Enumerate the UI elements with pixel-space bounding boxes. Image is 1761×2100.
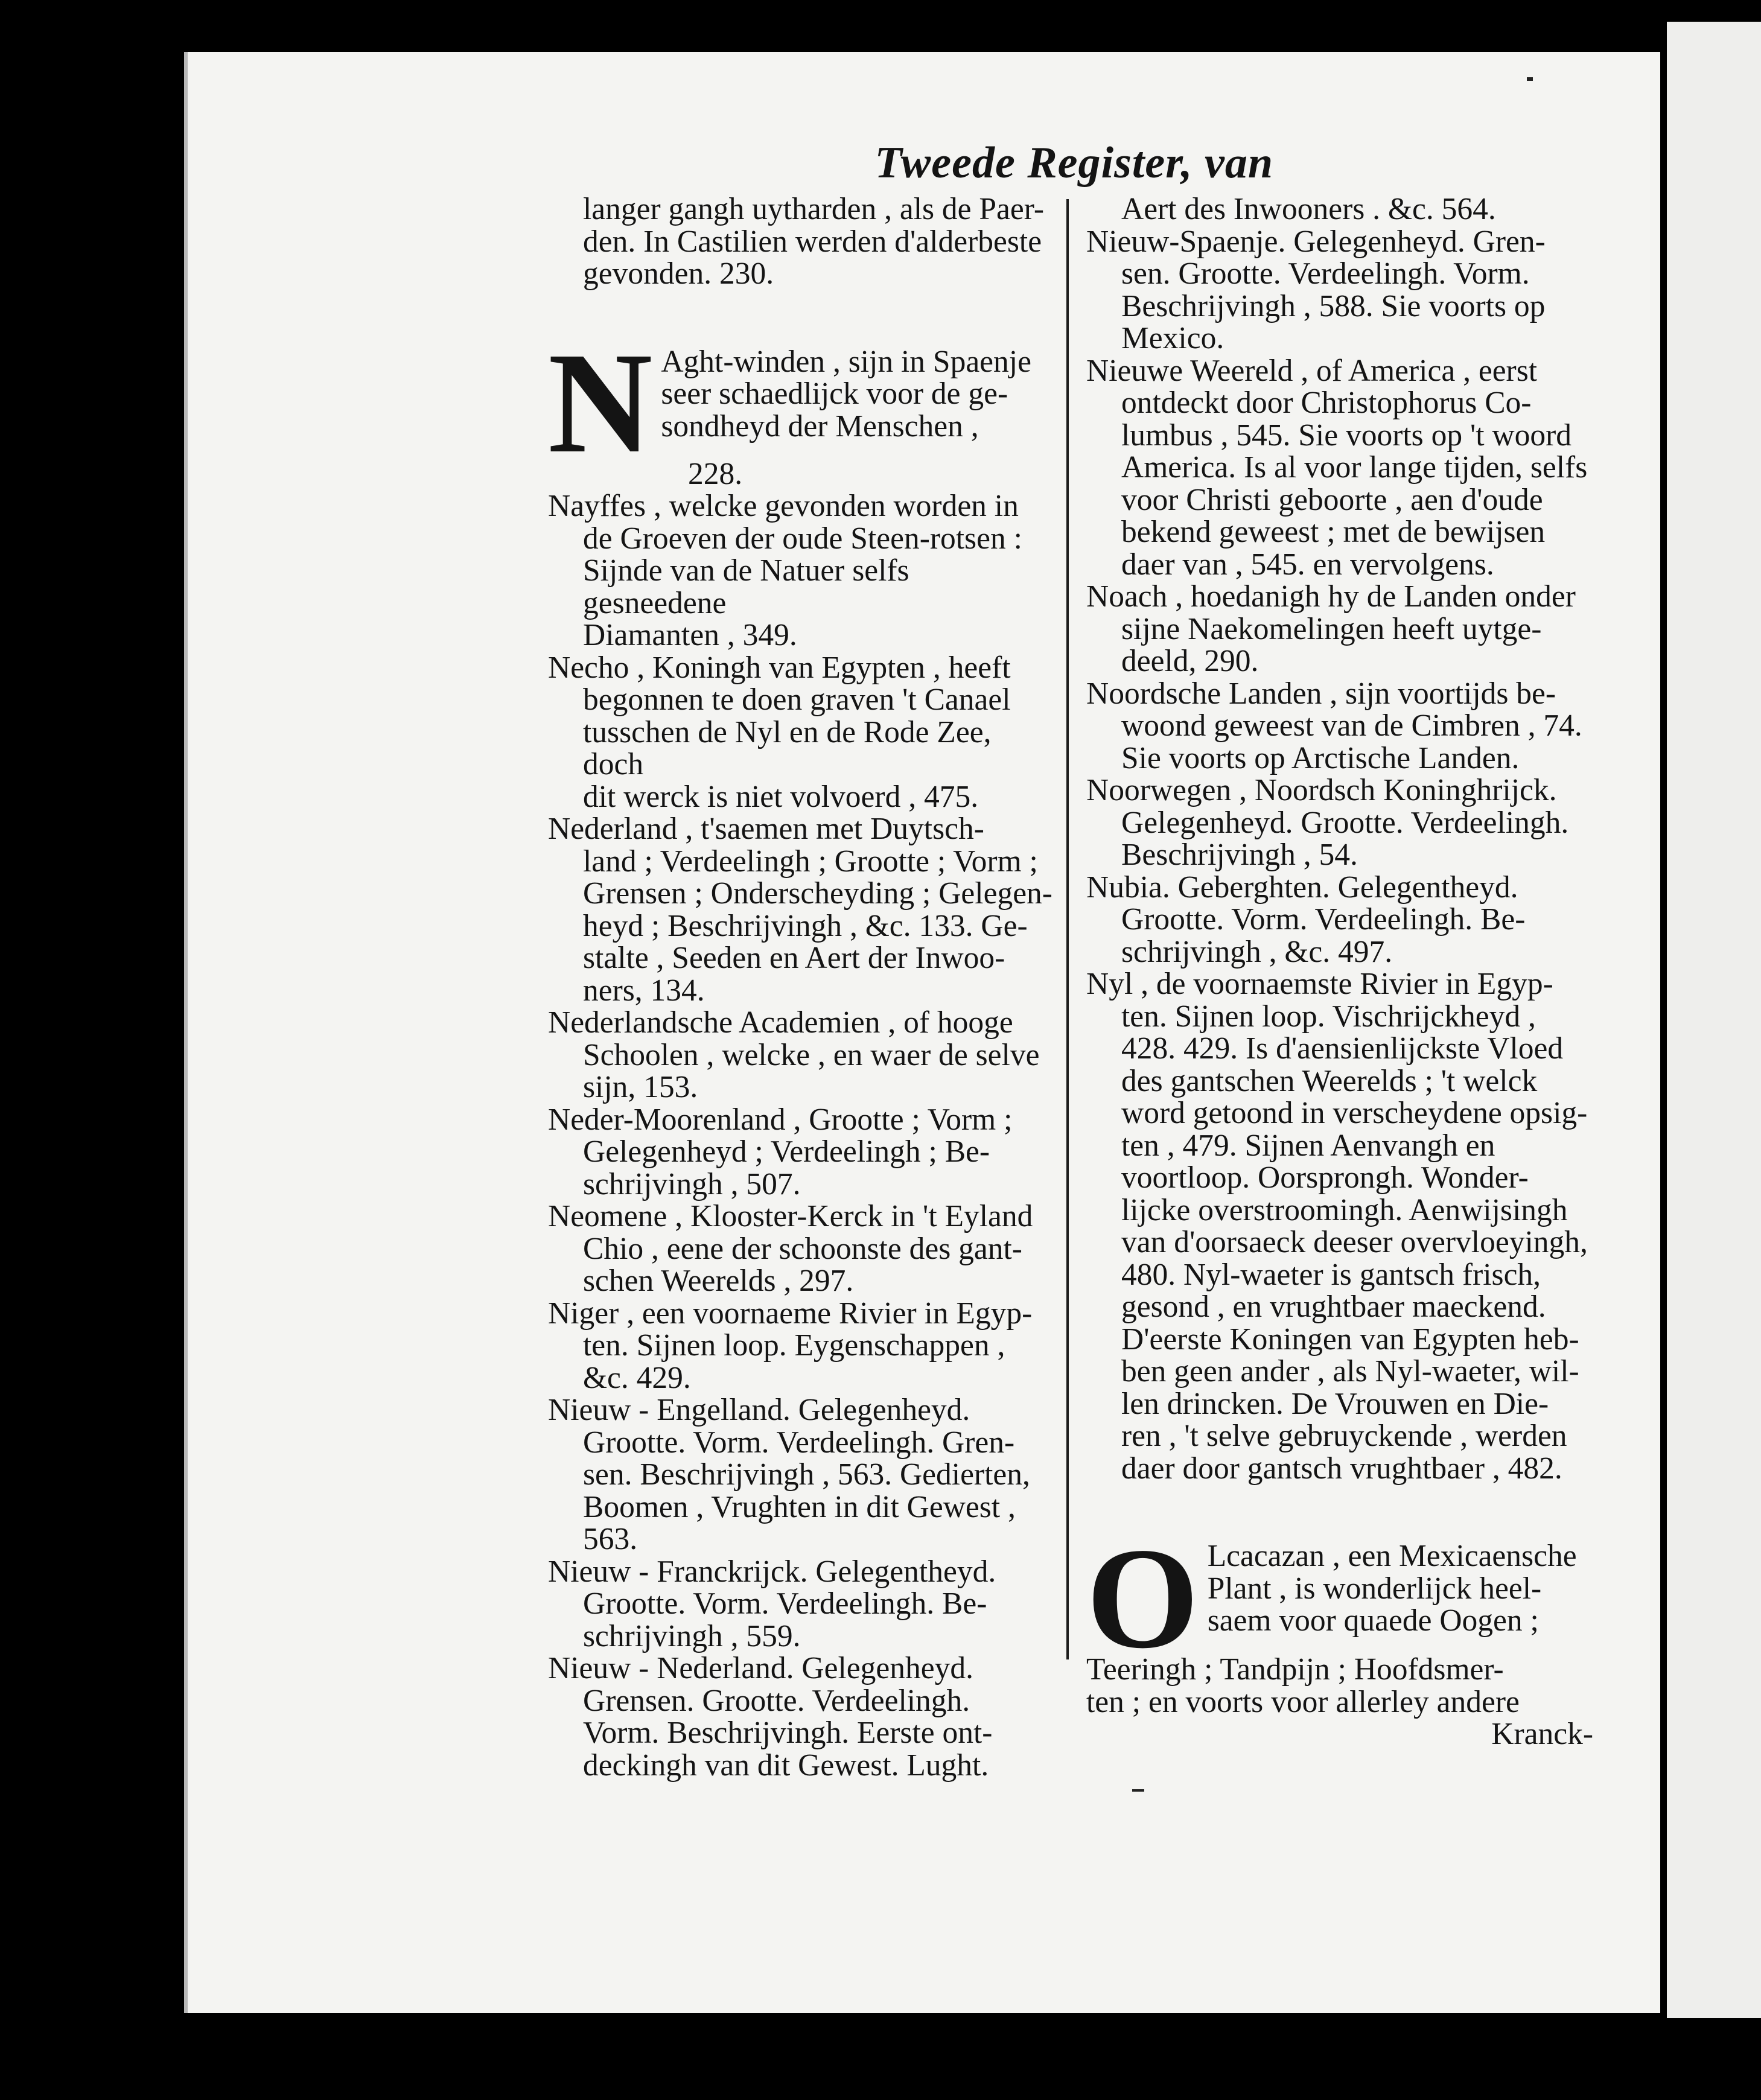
page-mark [1527,77,1533,81]
text-line: Chio , eene der schoonste des gant- [583,1231,1022,1266]
text-line: Grensen ; Onderscheyding ; Gelegen- [583,876,1052,911]
drop-cap-n: N [548,322,653,483]
text-line: ben geen ander , als Nyl-waeter, wil- [1121,1354,1579,1389]
text-line: gesond , en vrughtbaer maeckend. [1121,1290,1546,1324]
text-line: Mexico. [1121,321,1224,355]
text-line: heyd ; Beschrijvingh , &c. 133. Ge- [583,908,1028,943]
text-line: Nyl , de voornaemste Rivier in Egyp- [1086,967,1553,1001]
text-line: Neomene , Klooster-Kerck in 't Eyland [548,1199,1033,1233]
text-line: Beschrijvingh , 588. Sie voorts op [1121,288,1546,323]
text-line: ten. Sijnen loop. Eygenschappen , [583,1328,1005,1363]
text-line: Nederlandsche Academien , of hooge [548,1005,1013,1040]
text-line: Nieuw-Spaenje. Gelegenheyd. Gren- [1086,224,1546,259]
text-line: Boomen , Vrughten in dit Gewest , [583,1489,1016,1524]
text-line: Vorm. Beschrijvingh. Eerste ont- [583,1716,993,1750]
text-line: daer door gantsch vrughtbaer , 482. [1121,1451,1562,1486]
index-entry [548,1104,1058,1201]
text-line: seer schaedlijck voor de ge- [661,377,1008,411]
text-line: Noorwegen , Noordsch Koninghrijck. [1086,773,1557,807]
text-line: schrijvingh , &c. 497. [1121,934,1393,969]
text-line: sen. Grootte. Verdeelingh. Vorm. [1121,256,1530,291]
text-line: Beschrijvingh , 54. [1121,838,1358,872]
text-line: langer gangh uytharden , als de Paer- [583,192,1045,226]
index-entry [1086,678,1593,775]
text-line: Noordsche Landen , sijn voortijds be- [1086,676,1556,711]
text-line: Diamanten , 349. [583,618,797,652]
text-line: Grootte. Vorm. Verdeelingh. Be- [1121,902,1526,937]
text-line: sondheyd der Menschen , [661,409,979,444]
drop-cap-o: O [1086,1518,1199,1678]
text-line: tusschen de Nyl en de Rode Zee, doch [583,714,992,781]
index-entry [548,1200,1058,1297]
text-line: des gantschen Weerelds ; 't welck [1121,1063,1538,1098]
text-line: Aght-winden , sijn in Spaenje [661,344,1031,379]
text-line: bekend geweest ; met de bewijsen [1121,515,1546,549]
text-line: Aert des Inwooners . &c. 564. [1121,192,1496,226]
text-line: saem voor quaede Oogen ; [1207,1603,1539,1638]
text-line: Grensen. Grootte. Verdeelingh. [583,1683,970,1718]
index-entry [1086,871,1593,969]
text-line: Lcacazan , een Mexicaensche [1207,1539,1577,1573]
page-mark [1132,1789,1144,1792]
index-entry [548,490,1058,652]
text-line: land ; Verdeelingh ; Grootte ; Vorm ; [583,844,1038,879]
text-line: voortloop. Oorsprongh. Wonder- [1121,1160,1529,1195]
catchword: Kranck- [1491,1717,1593,1751]
right-column [1086,193,1593,1751]
text-line: Niger , een voornaeme Rivier in Egyp- [548,1296,1033,1331]
text-line: stalte , Seeden en Aert der Inwoo- [583,941,1005,975]
text-line: sijn, 153. [583,1070,698,1104]
text-line: deeld, 290. [1121,644,1259,678]
text-line: ren , 't selve gebruyckende , werden [1121,1419,1567,1453]
text-line: Nubia. Geberghten. Gelegentheyd. [1086,870,1518,905]
index-entry [548,813,1058,1007]
text-line: Neder-Moorenland , Grootte ; Vorm ; [548,1102,1013,1137]
text-line: Grootte. Vorm. Verdeelingh. Be- [583,1586,987,1621]
column-rule [1066,199,1069,1659]
index-entry [548,1652,1058,1781]
text-line: Sie voorts op Arctische Landen. [1121,740,1520,775]
text-line: gevonden. 230. [583,256,774,291]
text-line: Nederland , t'saemen met Duytsch- [548,812,984,846]
index-entry [1086,774,1593,871]
text-line: Nieuwe Weereld , of America , eerst [1086,353,1538,388]
text-line: Nayffes , welcke gevonden worden in [548,489,1019,523]
text-line: schrijvingh , 559. [583,1618,801,1653]
text-line: Teeringh ; Tandpijn ; Hoofdsmer- [1086,1652,1504,1687]
index-entry [548,652,1058,813]
text-line: ten , 479. Sijnen Aenvangh en [1121,1128,1495,1163]
text-line: word getoond in verscheydene opsig- [1121,1096,1588,1130]
text-line: Plant , is wonderlijck heel- [1207,1571,1542,1606]
text-line: schrijvingh , 507. [583,1166,801,1201]
text-line: de Groeven der oude Steen-rotsen : [583,521,1022,556]
index-entry [1086,226,1593,355]
text-line: voor Christi geboorte , aen d'oude [1121,482,1543,517]
running-header: Tweede Register, van [874,138,1273,188]
text-line: den. In Castilien werden d'alderbeste [583,224,1042,259]
text-line: lumbus , 545. Sie voorts op 't woord [1121,418,1572,453]
text-line: Schoolen , welcke , en waer de selve [583,1037,1040,1072]
text-line: Nieuw - Franckrijck. Gelegentheyd. [548,1554,996,1589]
text-line: Nieuw - Engelland. Gelegenheyd. [548,1393,970,1427]
index-entry [548,1556,1058,1653]
text-line: van d'oorsaeck deeser overvloeyingh, [1121,1225,1588,1259]
left-column [548,193,1058,1781]
text-line: America. Is al voor lange tijden, selfs [1121,450,1588,485]
text-line: ten. Sijnen loop. Vischrijckheyd , [1121,999,1536,1034]
text-line: Noach , hoedanigh hy de Landen onder [1086,579,1576,614]
text-line: sen. Beschrijvingh , 563. Gedierten, [583,1457,1030,1492]
text-line: woond geweest van de Cimbren , 74. [1121,708,1582,743]
text-line: sijne Naekomelingen heeft uytge- [1121,611,1542,646]
text-line: 428. 429. Is d'aensienlijckste Vloed [1121,1031,1564,1066]
text-line: deckingh van dit Gewest. Lught. [583,1748,989,1783]
section-o-lead [1086,1518,1593,1719]
index-entry [1086,581,1593,678]
index-entry [1086,968,1593,1484]
text-line: Grootte. Vorm. Verdeelingh. Gren- [583,1425,1015,1460]
text-line: begonnen te doen graven 't Canael [583,682,1011,717]
text-line: schen Weerelds , 297. [583,1264,854,1298]
text-line: ten ; en voorts voor allerley andere [1086,1684,1520,1719]
facing-page-edge [1667,22,1761,2018]
text-line: &c. 429. [583,1360,691,1395]
text-line: dit werck is niet volvoerd , 475. [583,779,979,814]
continuation-text [548,193,1058,290]
text-line: ners, 134. [583,973,705,1008]
text-line: Sijnde van de Natuer selfs gesneedene [583,553,909,620]
index-entry [548,1007,1058,1104]
text-line: len drincken. De Vrouwen en Die- [1121,1386,1549,1421]
index-entry [1086,355,1593,581]
text-line: Nieuw - Nederland. Gelegenheyd. [548,1651,973,1685]
index-entries-left [548,490,1058,1781]
index-entry [548,1297,1058,1395]
text-line: Gelegenheyd ; Verdeelingh ; Be- [583,1134,990,1169]
text-line: lijcke overstroomingh. Aenwijsingh [1121,1192,1568,1227]
text-line: D'eerste Koningen van Egypten heb- [1121,1322,1579,1357]
text-line: 480. Nyl-waeter is gantsch frisch, [1121,1257,1541,1292]
text-line: 228. [688,456,743,491]
index-entry [548,1394,1058,1556]
text-line: ontdeckt door Christophorus Co- [1121,386,1532,420]
text-line: Gelegenheyd. Grootte. Verdeelingh. [1121,805,1569,840]
section-n-lead [548,322,1058,491]
text-line: daer van , 545. en vervolgens. [1121,547,1494,582]
text-line: Necho , Koningh van Egypten , heeft [548,650,1011,685]
index-entries-right [1086,226,1593,1485]
text-line: 563. [583,1522,638,1556]
